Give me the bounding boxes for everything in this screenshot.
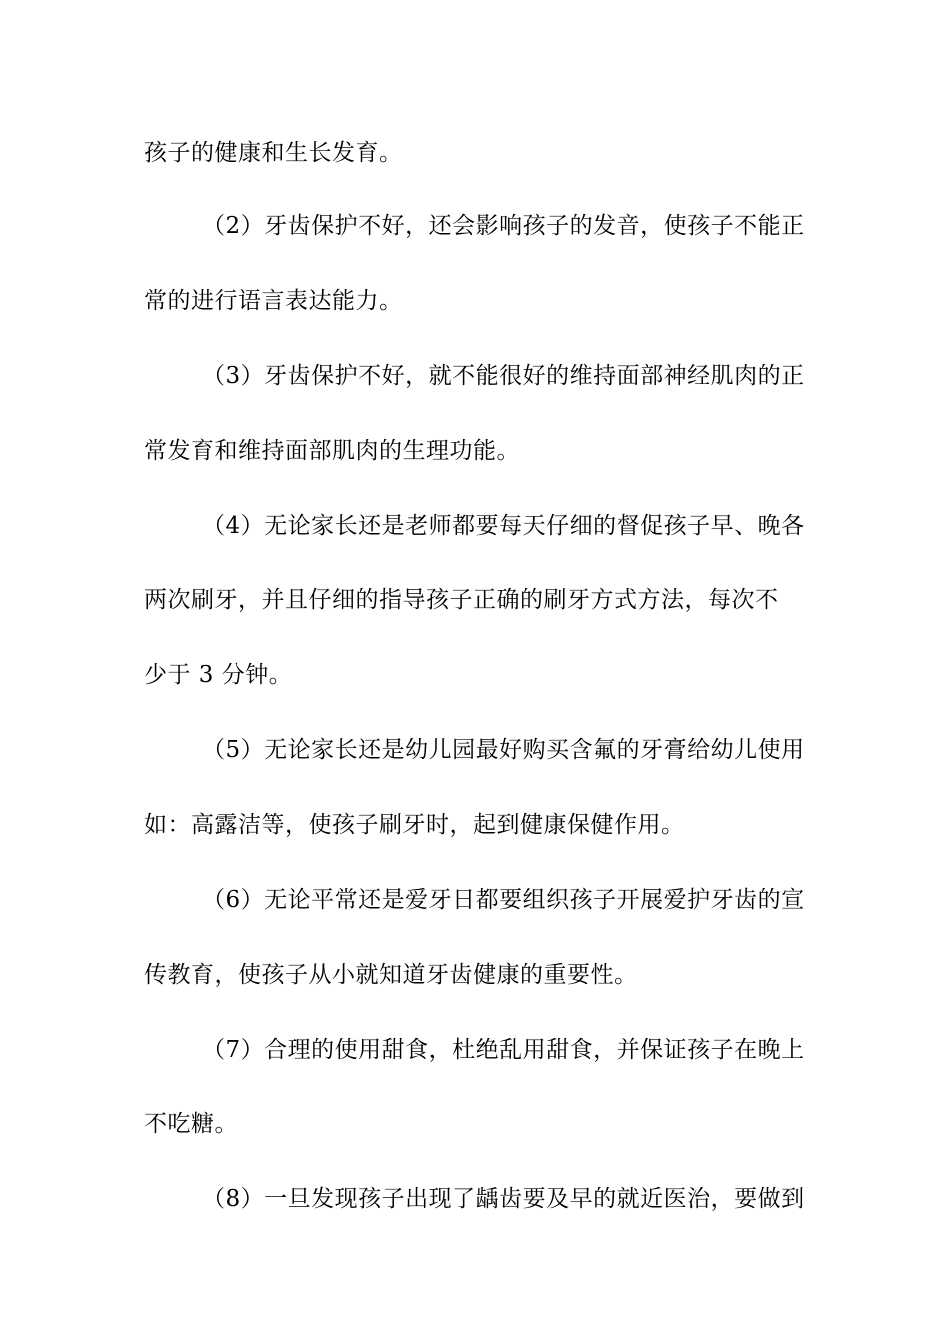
list-item-7-line-1: （7）合理的使用甜食，杜绝乱用甜食，并保证孩子在晚上 — [202, 1037, 805, 1063]
list-item-7-line-2: 不吃糖。 — [144, 1111, 238, 1137]
list-item-3-line-2: 常发育和维持面部肌肉的生理功能。 — [144, 438, 520, 464]
list-item-6-line-1: （6）无论平常还是爱牙日都要组织孩子开展爱护牙齿的宣 — [202, 887, 805, 913]
list-item-4-line-2: 两次刷牙，并且仔细的指导孩子正确的刷牙方式方法，每次不 — [144, 587, 779, 613]
list-item-5-line-2: 如：高露洁等，使孩子刷牙时，起到健康保健作用。 — [144, 812, 685, 838]
list-item-4-line-1: （4）无论家长还是老师都要每天仔细的督促孩子早、晚各 — [202, 513, 805, 539]
list-item-8-line-1: （8）一旦发现孩子出现了龋齿要及早的就近医治，要做到 — [202, 1186, 805, 1212]
list-item-4-line-3: 少于 3 分钟。 — [144, 662, 293, 688]
list-item-2-line-2: 常的进行语言表达能力。 — [144, 288, 403, 314]
list-item-6-line-2: 传教育，使孩子从小就知道牙齿健康的重要性。 — [144, 962, 638, 988]
list-item-2-line-1: （2）牙齿保护不好，还会影响孩子的发音，使孩子不能正 — [202, 213, 805, 239]
list-item-5-line-1: （5）无论家长还是幼儿园最好购买含氟的牙膏给幼儿使用 — [202, 737, 805, 763]
list-item-3-line-1: （3）牙齿保护不好，就不能很好的维持面部神经肌肉的正 — [202, 363, 805, 389]
text-line: 孩子的健康和生长发育。 — [144, 140, 403, 166]
